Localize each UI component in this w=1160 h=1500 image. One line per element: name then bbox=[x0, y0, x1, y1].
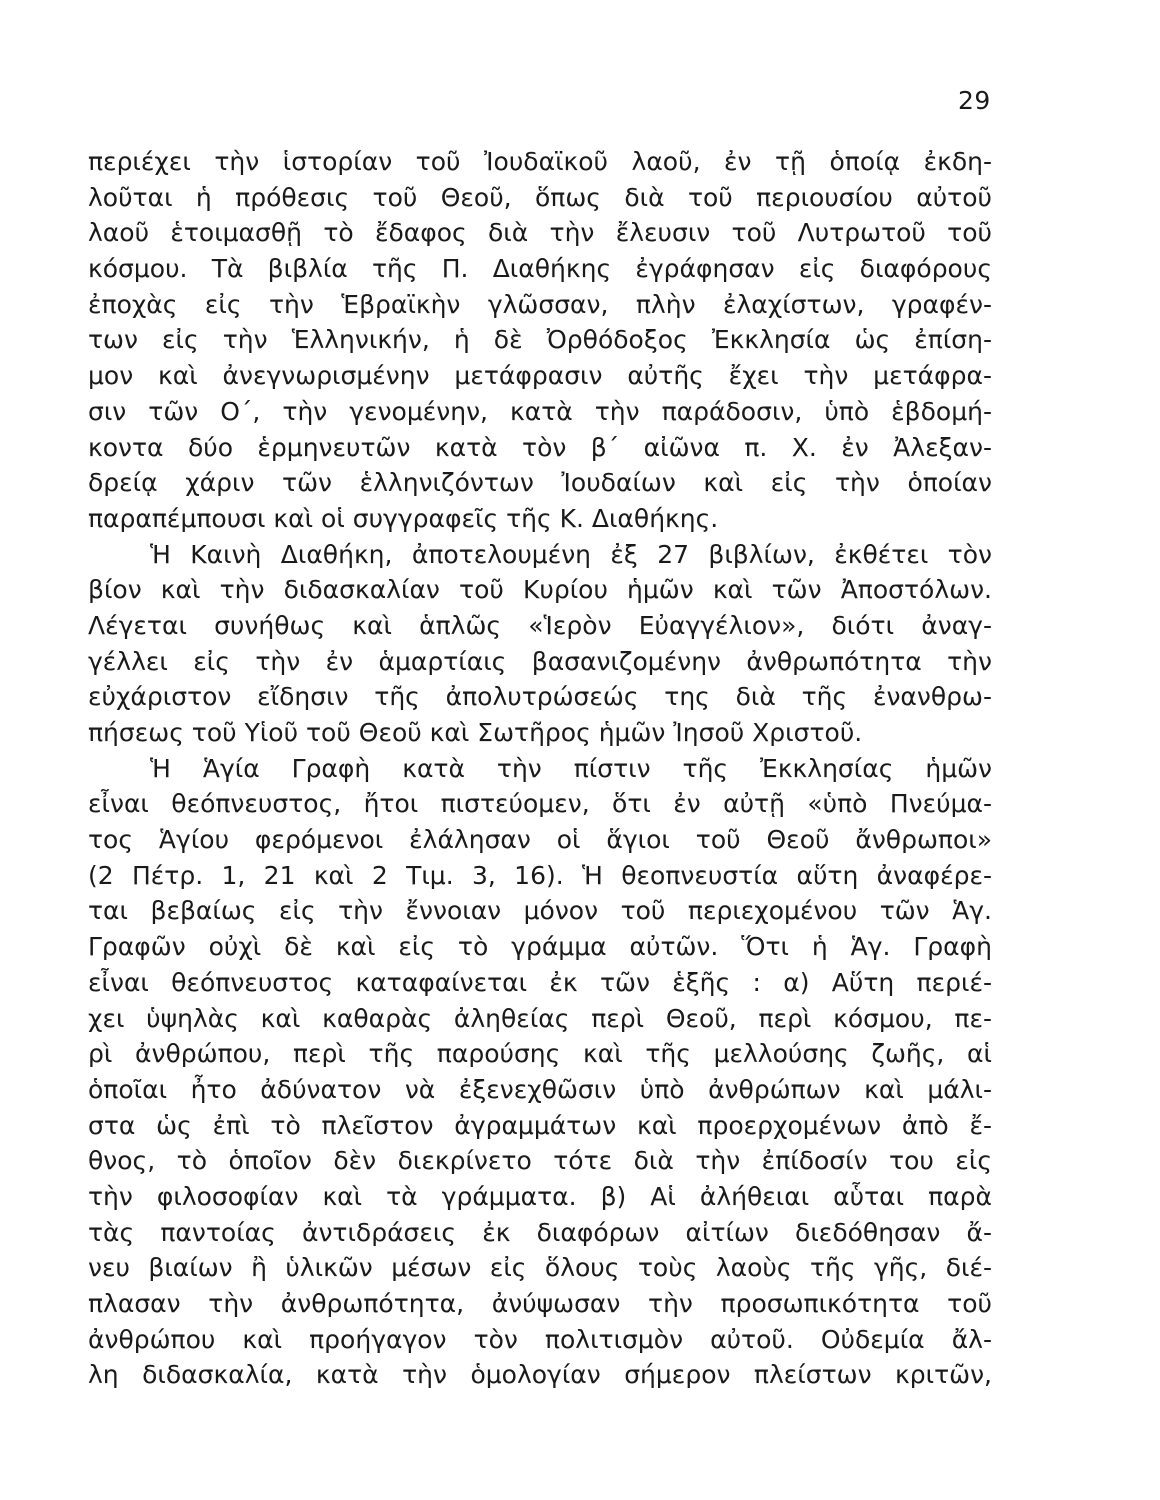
text-line: τὰς παντοίας ἀντιδράσεις ἐκ διαφόρων αἰτίων διεδόθησαν ἄ- bbox=[88, 1217, 992, 1247]
text-line: των εἰς τὴν Ἑλληνικήν, ἡ δὲ Ὀρθόδοξος Ἐκκλησία ὡς ἐπίση- bbox=[88, 325, 992, 355]
text-line: νευ βιαίων ἢ ὑλικῶν μέσων εἰς ὅλους τοὺς λαοὺς τῆς γῆς, διέ- bbox=[88, 1253, 992, 1283]
text-line: ρὶ ἀνθρώπου, περὶ τῆς παρούσης καὶ τῆς μελλούσης ζωῆς, αἱ bbox=[88, 1039, 992, 1069]
text-line: Γραφῶν οὐχὶ δὲ καὶ εἰς τὸ γράμμα αὐτῶν. Ὅτι ἡ Ἁγ. Γραφὴ bbox=[88, 932, 992, 962]
text-line: μον καὶ ἀνεγνωρισμένην μετάφρασιν αὐτῆς ἔχει τὴν μετάφρα- bbox=[88, 361, 992, 391]
text-line: σιν τῶν Ο΄, τὴν γενομένην, κατὰ τὴν παράδοσιν, ὑπὸ ἑβδομή- bbox=[88, 396, 992, 426]
text-line: παραπέμπουσι καὶ οἱ συγγραφεῖς τῆς Κ. Διαθήκης. bbox=[88, 503, 719, 533]
text-line: τος Ἁγίου φερόμενοι ἐλάλησαν οἱ ἅγιοι τοῦ Θεοῦ ἄνθρωποι» bbox=[88, 825, 992, 855]
text-line: Ἡ Ἁγία Γραφὴ κατὰ τὴν πίστιν τῆς Ἐκκλησίας ἡμῶν bbox=[150, 753, 992, 783]
text-line: ται βεβαίως εἰς τὴν ἔννοιαν μόνον τοῦ περιεχομένου τῶν Ἁγ. bbox=[88, 896, 992, 926]
text-line: ἐποχὰς εἰς τὴν Ἑβραϊκὴν γλῶσσαν, πλὴν ἐλαχίστων, γραφέν- bbox=[88, 289, 992, 319]
text-line: εἶναι θεόπνευστος, ἤτοι πιστεύομεν, ὅτι ἐν αὐτῇ «ὑπὸ Πνεύμα- bbox=[88, 789, 992, 819]
text-line: θνος, τὸ ὁποῖον δὲν διεκρίνετο τότε διὰ τὴν ἐπίδοσίν του εἰς bbox=[88, 1146, 992, 1176]
text-line: κόσμου. Τὰ βιβλία τῆς Π. Διαθήκης ἐγράφησαν εἰς διαφόρους bbox=[88, 254, 992, 284]
text-line: εἶναι θεόπνευστος καταφαίνεται ἐκ τῶν ἑξῆς : α) Αὕτη περιέ- bbox=[88, 967, 992, 997]
paragraph-old-testament bbox=[88, 144, 992, 537]
text-line: χει ὑψηλὰς καὶ καθαρὰς ἀληθείας περὶ Θεοῦ, περὶ κόσμου, πε- bbox=[88, 1003, 992, 1033]
text-line: εὐχάριστον εἴδησιν τῆς ἀπολυτρώσεώς της διὰ τῆς ἐνανθρω- bbox=[88, 682, 992, 712]
paragraph-new-testament bbox=[88, 537, 992, 751]
text-line: στα ὡς ἐπὶ τὸ πλεῖστον ἀγραμμάτων καὶ προερχομένων ἀπὸ ἔ- bbox=[88, 1110, 992, 1140]
text-line: (2 Πέτρ. 1, 21 καὶ 2 Τιμ. 3, 16). Ἡ θεοπνευστία αὕτη ἀναφέρε- bbox=[88, 860, 992, 890]
text-line: λοῦται ἡ πρόθεσις τοῦ Θεοῦ, ὅπως διὰ τοῦ περιουσίου αὐτοῦ bbox=[88, 182, 992, 212]
text-line: ὁποῖαι ἦτο ἀδύνατον νὰ ἐξενεχθῶσιν ὑπὸ ἀνθρώπων καὶ μάλι- bbox=[88, 1074, 992, 1104]
text-line: βίον καὶ τὴν διδασκαλίαν τοῦ Κυρίου ἡμῶν καὶ τῶν Ἀποστόλων. bbox=[88, 575, 992, 605]
text-line: κοντα δύο ἑρμηνευτῶν κατὰ τὸν β΄ αἰῶνα π. Χ. ἐν Ἀλεξαν- bbox=[88, 432, 992, 462]
text-line: Λέγεται συνήθως καὶ ἁπλῶς «Ἱερὸν Εὐαγγέλιον», διότι ἀναγ- bbox=[88, 610, 992, 640]
body-text bbox=[88, 144, 992, 1393]
text-line: πήσεως τοῦ Υἱοῦ τοῦ Θεοῦ καὶ Σωτῆρος ἡμῶν Ἰησοῦ Χριστοῦ. bbox=[88, 718, 863, 747]
text-line: λη διδασκαλία, κατὰ τὴν ὁμολογίαν σήμερον πλείστων κριτῶν, bbox=[88, 1360, 992, 1390]
text-line: γέλλει εἰς τὴν ἐν ἁμαρτίαις βασανιζομένην ἀνθρωπότητα τὴν bbox=[88, 646, 992, 676]
text-line: τὴν φιλοσοφίαν καὶ τὰ γράμματα. β) Αἱ ἀλήθειαι αὗται παρὰ bbox=[88, 1181, 992, 1211]
text-line: λαοῦ ἑτοιμασθῇ τὸ ἔδαφος διὰ τὴν ἔλευσιν τοῦ Λυτρωτοῦ τοῦ bbox=[88, 218, 992, 248]
paragraph-holy-scripture bbox=[88, 751, 992, 1393]
page-number: 29 bbox=[958, 86, 991, 115]
text-line: περιέχει τὴν ἱστορίαν τοῦ Ἰουδαϊκοῦ λαοῦ, ἐν τῇ ὁποίᾳ ἐκδη- bbox=[88, 147, 992, 176]
text-line: ἀνθρώπου καὶ προήγαγον τὸν πολιτισμὸν αὐτοῦ. Οὐδεμία ἄλ- bbox=[88, 1324, 992, 1354]
text-line: Ἡ Καινὴ Διαθήκη, ἀποτελουμένη ἐξ 27 βιβλίων, ἐκθέτει τὸν bbox=[150, 539, 992, 569]
text-line: δρείᾳ χάριν τῶν ἑλληνιζόντων Ἰουδαίων καὶ εἰς τὴν ὁποίαν bbox=[88, 468, 992, 498]
text-line: πλασαν τὴν ἀνθρωπότητα, ἀνύψωσαν τὴν προσωπικότητα τοῦ bbox=[88, 1289, 992, 1318]
